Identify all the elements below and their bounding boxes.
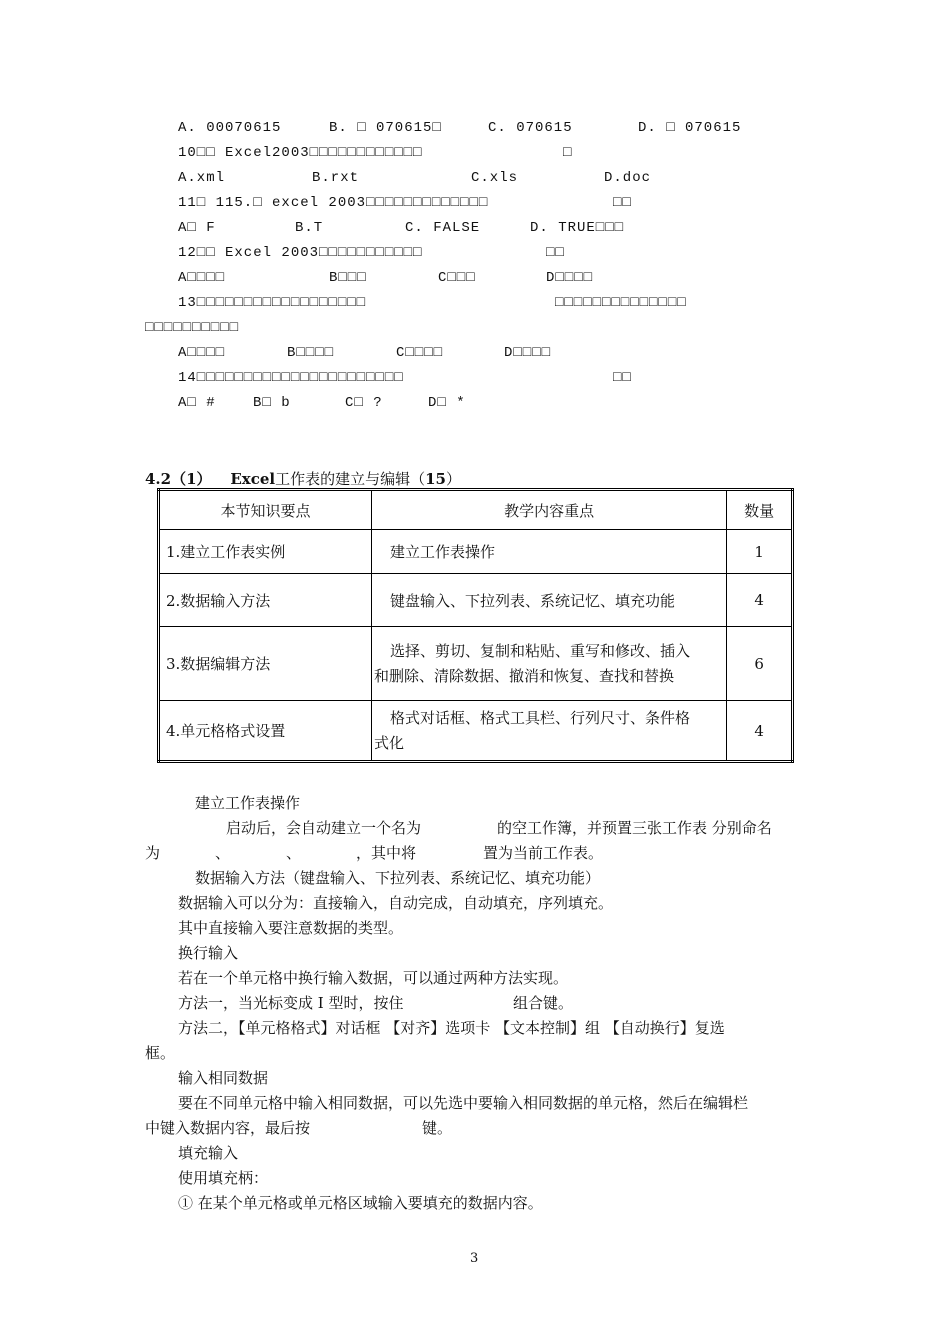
paragraph-title-same-data: 输入相同数据 — [178, 1069, 269, 1087]
q12-stem: 12□□ Excel 2003□□□□□□□□□□□ — [178, 245, 423, 261]
table-row — [159, 627, 793, 701]
q13-stem-cont: □□□□□□□□□□ — [145, 320, 240, 336]
q12-paren: □□ — [546, 245, 565, 261]
header-topic: 本节知识要点 — [159, 490, 372, 530]
page-number: 3 — [470, 1251, 479, 1266]
q13-stem-right: □□□□□□□□□□□□□□ — [555, 295, 687, 311]
paragraph-create-b: 的空工作簿，并预置三张工作表 分别命名 — [497, 819, 772, 837]
q12-option-b: B□□□ — [329, 270, 367, 286]
q12-option-c: C□□□ — [438, 270, 476, 286]
q10-option-d: D.doc — [604, 170, 652, 186]
row-count: 6 — [727, 627, 793, 701]
q13-option-b: B□□□□ — [287, 345, 335, 361]
section-heading — [145, 468, 461, 489]
q13-stem: 13□□□□□□□□□□□□□□□□□□ — [178, 295, 367, 311]
row-content-line-1: 选择、剪切、复制和粘贴、重写和修改、插入 — [389, 641, 690, 660]
row-topic: 1.建立工作表实例 — [159, 530, 372, 574]
paragraph-fill-step-1: ① 在某个单元格或单元格区域输入要填充的数据内容。 — [178, 1194, 543, 1212]
q10-paren: □ — [563, 145, 573, 161]
row-topic: 4.单元格格式设置 — [159, 701, 372, 762]
q9-option-c: C. 070615 — [488, 120, 573, 136]
q12-option-d: D□□□□ — [546, 270, 594, 286]
q14-stem: 14□□□□□□□□□□□□□□□□□□□□□□ — [178, 370, 404, 386]
q11-option-a: A□ F — [178, 220, 216, 236]
q13-option-c: C□□□□ — [396, 345, 444, 361]
q14-option-b: B□ b — [253, 395, 291, 411]
paragraph-input-types: 数据输入可以分为：直接输入，自动完成，自动填充，序列填充。 — [178, 894, 614, 912]
paragraph-method-one-b: 组合键。 — [513, 994, 574, 1012]
q11-option-b: B.T — [295, 220, 324, 236]
row-topic: 2.数据输入方法 — [159, 574, 372, 627]
paragraph-fill-handle: 使用填充柄： — [178, 1169, 269, 1187]
paragraph-same-data-cont-b: 键。 — [422, 1119, 453, 1137]
paragraph-input-methods: 数据输入方法（键盘输入、下拉列表、系统记忆、填充功能） — [195, 869, 601, 887]
row-content: 建立工作表操作 — [371, 530, 726, 574]
paragraph-create-g: 置为当前工作表。 — [483, 844, 604, 862]
q10-option-c: C.xls — [471, 170, 519, 186]
q14-option-c: C□ ? — [345, 395, 383, 411]
q13-option-d: D□□□□ — [504, 345, 552, 361]
header-count: 数量 — [727, 490, 793, 530]
table-row — [159, 701, 793, 762]
section-heading-number: 4.2（1） — [145, 470, 212, 488]
knowledge-table — [157, 488, 794, 763]
row-content-line-1: 格式对话框、格式工具栏、行列尺寸、条件格 — [389, 708, 690, 727]
section-heading-title: 工作表的建立与编辑（ — [275, 470, 426, 488]
section-heading-close: ） — [445, 470, 461, 488]
q11-paren: □□ — [613, 195, 632, 211]
paragraph-create-a: 启动后，会自动建立一个名为 — [226, 819, 422, 837]
paragraph-create-c: 为 — [145, 844, 161, 862]
q9-option-d: D. □ 070615 — [638, 120, 742, 136]
table-header-row — [159, 490, 793, 530]
row-content: 键盘输入、下拉列表、系统记忆、填充功能 — [371, 574, 726, 627]
paragraph-title-create: 建立工作表操作 — [195, 794, 301, 812]
row-count: 1 — [727, 530, 793, 574]
header-content: 教学内容重点 — [371, 490, 726, 530]
paragraph-create-d: 、 — [215, 844, 231, 862]
q10-option-b: B.rxt — [312, 170, 360, 186]
paragraph-title-linebreak: 换行输入 — [178, 944, 239, 962]
q11-option-c: C. FALSE — [405, 220, 481, 236]
row-content-line-2: 和删除、清除数据、撤消和恢复、查找和替换 — [373, 666, 674, 685]
section-heading-excel: Excel — [230, 470, 276, 488]
paragraph-linebreak-intro: 若在一个单元格中换行输入数据，可以通过两种方法实现。 — [178, 969, 569, 987]
row-topic: 3.数据编辑方法 — [159, 627, 372, 701]
paragraph-method-one-a: 方法一，当光标变成 I 型时，按住 — [178, 994, 404, 1012]
q13-option-a: A□□□□ — [178, 345, 226, 361]
q10-option-a: A.xml — [178, 170, 226, 186]
q10-stem: 10□□ Excel2003□□□□□□□□□□□□ — [178, 145, 423, 161]
paragraph-method-two: 方法二，【单元格格式】对话框 【对齐】选项卡 【文本控制】组 【自动换行】复选 — [178, 1019, 725, 1037]
q14-option-d: D□ * — [428, 395, 466, 411]
table-row — [159, 574, 793, 627]
row-content — [371, 701, 726, 762]
q11-stem: 11□ 115.□ excel 2003□□□□□□□□□□□□□ — [178, 195, 489, 211]
q9-option-b: B. □ 070615□ — [329, 120, 442, 136]
row-count: 4 — [727, 574, 793, 627]
paragraph-create-e: 、 — [286, 844, 302, 862]
q9-option-a: A. 00070615 — [178, 120, 282, 136]
q12-option-a: A□□□□ — [178, 270, 226, 286]
paragraph-direct-input: 其中直接输入要注意数据的类型。 — [178, 919, 404, 937]
paragraph-method-two-cont: 框。 — [145, 1044, 176, 1062]
row-count: 4 — [727, 701, 793, 762]
q14-option-a: A□ # — [178, 395, 216, 411]
paragraph-create-f: ，其中将 — [356, 844, 417, 862]
row-content — [371, 627, 726, 701]
paragraph-same-data: 要在不同单元格中输入相同数据，可以先选中要输入相同数据的单元格，然后在编辑栏 — [178, 1094, 749, 1112]
q14-paren: □□ — [613, 370, 632, 386]
paragraph-same-data-cont-a: 中键入数据内容，最后按 — [145, 1119, 311, 1137]
row-content-line-2: 式化 — [373, 733, 404, 752]
table-row — [159, 530, 793, 574]
paragraph-title-fill: 填充输入 — [178, 1144, 239, 1162]
q11-option-d: D. TRUE□□□ — [530, 220, 625, 236]
section-heading-count: 15 — [425, 470, 446, 488]
